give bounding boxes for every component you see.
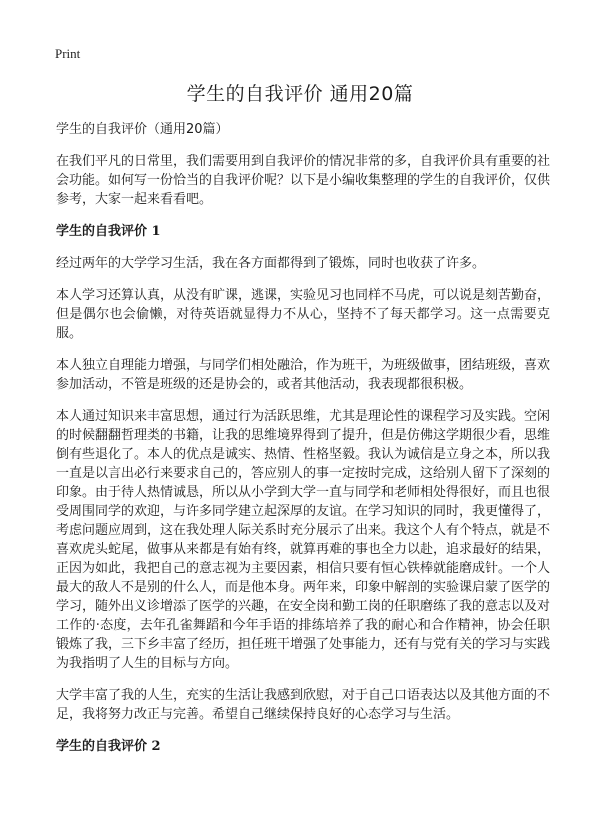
intro-paragraph: 在我们平凡的日常里，我们需要用到自我评价的情况非常的多，自我评价具有重要的社会功能。如何写一份恰当的自我评价呢？以下是小编收集整理的学生的自我评价，仅供参考，大家一起来看看吧。 <box>56 154 551 207</box>
section-1 <box>56 222 550 724</box>
page-title: 学生的自我评价 通用20篇 <box>186 83 414 105</box>
document-body <box>56 120 550 769</box>
section-2-heading: 学生的自我评价 2 <box>56 739 161 754</box>
sections <box>56 222 550 756</box>
section-2 <box>56 737 550 756</box>
section-1-heading: 学生的自我评价 1 <box>56 224 161 239</box>
section-1-paragraph-1: 经过两年的大学学习生活，我在各方面都得到了锻炼，同时也收获了许多。 <box>56 256 486 271</box>
section-1-paragraph-2: 本人学习还算认真，从没有旷课，逃课，实验见习也同样不马虎，可以说是刻苦勤奋，但是偶尔也会偷懒，对待英语就显得力不从心，坚持不了每天都学习。这一点需要克服。 <box>56 288 551 341</box>
section-1-paragraph-3: 本人独立自理能力增强，与同学们相处融洽，作为班干，为班级做事，团结班级，喜欢参加活动，不管是班级的还是协会的，或者其他活动，我表现都很积极。 <box>56 358 551 392</box>
print-label: Print <box>55 46 81 61</box>
document-subtitle: 学生的自我评价（通用20篇） <box>56 122 229 137</box>
section-1-paragraph-5: 大学丰富了我的人生，充实的生活让我感到欣慰，对于自己口语表达以及其他方面的不足，我将努力改正与完善。希望自己继续保持良好的心态学习与生活。 <box>56 688 551 722</box>
section-1-paragraph-4: 本人通过知识来丰富思想，通过行为活跃思维，尤其是理论性的课程学习及实践。空闲的时候翻翻哲理类的书籍，让我的思维境界得到了提升，但是仿佛这学期很少看，思维倒有些退化了。本人的优点是诚实、热情、性格坚毅。我认为诚信是立身之本，所以我一直是以言出必行来要求自己的，答应别人的事一定按时完成，这给别人留下了深刻的印象。由于待人热情诚恳，所以从小学到大学一直与同学和老师相处得很好，而且也很受周围同学的欢迎，与许多同学建立起深厚的友谊。在学习知识的同时，我更懂得了，考虑问题应周到，这在我处理人际关系时充分展示了出来。我这个人有个特点，就是不喜欢虎头蛇尾，做事从来都是有始有终，就算再难的事也全力以赴，追求最好的结果，正因为如此，我把自己的意志视为主要因素，相信只要有恒心铁棒就能磨成针。一个人最大的敌人不是别的什么人，而是他本身。两年来，印象中解剖的实验课启蒙了医学的学习，随外出义诊增添了医学的兴趣，在安全岗和勤工岗的任职磨练了我的意志以及对工作的·态度，去年孔雀舞蹈和今年手语的排练培养了我的耐心和合作精神，协会任职锻炼了我，三下乡丰富了经历，担任班干增强了处事能力，还有与党有关的学习与实践为我指明了人生的目标与方向。 <box>56 409 551 671</box>
